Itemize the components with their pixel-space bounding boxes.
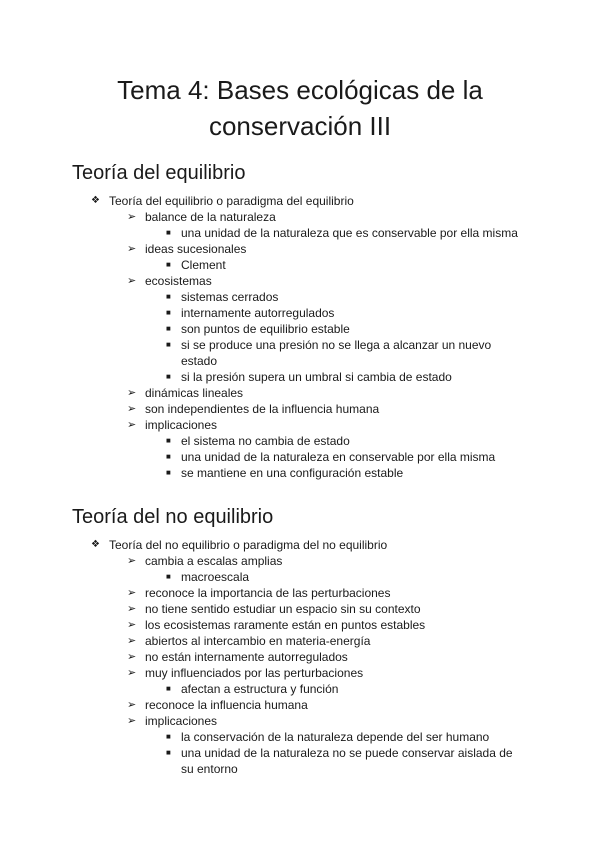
bullet-icon: ■ — [166, 372, 171, 381]
list-item-level-3 — [72, 729, 521, 745]
list-item-text: balance de la naturaleza — [145, 210, 276, 224]
list-item-text: cambia a escalas amplias — [145, 554, 283, 568]
list-item-text: los ecosistemas raramente están en puntos estables — [145, 618, 426, 632]
bullet-icon: ■ — [166, 684, 171, 693]
list-item-text: muy influenciados por las perturbaciones — [145, 666, 364, 680]
list-item-level-3 — [72, 225, 521, 241]
list-item-text: Teoría del equilibrio o paradigma del equilibrio — [109, 194, 354, 208]
bullet-icon: ■ — [166, 436, 171, 445]
bullet-icon: ■ — [166, 308, 171, 317]
list-item-level-2 — [72, 417, 572, 433]
list-item-text: afectan a estructura y función — [181, 682, 339, 696]
bullet-icon: ➢ — [127, 667, 137, 679]
bullet-icon: ■ — [166, 468, 171, 477]
document-title — [0, 72, 600, 144]
list-item-text: ecosistemas — [145, 274, 212, 288]
list-item-level-2 — [72, 665, 572, 681]
list-item-level-3 — [72, 745, 521, 777]
list-item-level-3 — [72, 337, 521, 369]
bullet-icon: ■ — [166, 324, 171, 333]
list-item-text: implicaciones — [145, 714, 218, 728]
list-item-level-2 — [72, 241, 572, 257]
bullet-icon: ■ — [166, 748, 171, 757]
list-item-level-2 — [72, 273, 572, 289]
list-item-level-3 — [72, 569, 521, 585]
list-item-text: si la presión supera un umbral si cambia de estado — [181, 370, 452, 384]
bullet-icon: ■ — [166, 572, 171, 581]
list-item-level-2 — [72, 585, 572, 601]
title-line-2: conservación III — [208, 111, 392, 141]
list-item-level-2 — [72, 697, 572, 713]
bullet-icon: ■ — [166, 292, 171, 301]
bullet-icon: ➢ — [127, 419, 137, 431]
list-item-level-3 — [72, 289, 521, 305]
list-item-level-3 — [72, 465, 521, 481]
list-item-text: son independientes de la influencia humana — [145, 402, 380, 416]
list-item-level-2 — [72, 401, 572, 417]
list-item-text: son puntos de equilibrio estable — [181, 322, 350, 336]
list-item-text: Clement — [181, 258, 226, 272]
section-non-equilibrium — [72, 504, 572, 777]
bullet-icon: ■ — [166, 228, 171, 237]
bullet-icon: ➢ — [127, 587, 137, 599]
list-item-level-2 — [72, 601, 572, 617]
list-item-text: internamente autorregulados — [181, 306, 335, 320]
bullet-list — [72, 193, 572, 481]
bullet-icon: ➢ — [127, 211, 137, 223]
list-item-level-1 — [72, 193, 572, 209]
bullet-icon: ➢ — [127, 387, 137, 399]
bullet-icon: ❖ — [91, 539, 100, 550]
list-item-level-2 — [72, 633, 572, 649]
list-item-text: ideas sucesionales — [145, 242, 247, 256]
bullet-icon: ➢ — [127, 651, 137, 663]
list-item-text: la conservación de la naturaleza depende del ser humano — [181, 730, 490, 744]
list-item-text: una unidad de la naturaleza en conservable por ella misma — [181, 450, 496, 464]
bullet-icon: ➢ — [127, 619, 137, 631]
list-item-text: una unidad de la naturaleza que es conservable por ella misma — [181, 226, 518, 240]
list-item-level-3 — [72, 321, 521, 337]
section-heading: Teoría del equilibrio — [72, 162, 246, 184]
list-item-level-2 — [72, 553, 572, 569]
list-item-text: implicaciones — [145, 418, 218, 432]
list-item-text: sistemas cerrados — [181, 290, 279, 304]
list-item-text: abiertos al intercambio en materia-energía — [145, 634, 371, 648]
bullet-icon: ■ — [166, 732, 171, 741]
title-line-1: Tema 4: Bases ecológicas de la — [117, 75, 483, 105]
bullet-icon: ➢ — [127, 275, 137, 287]
list-item-level-2 — [72, 209, 572, 225]
list-item-level-3 — [72, 369, 521, 385]
list-item-level-3 — [72, 433, 521, 449]
list-item-text: si se produce una presión no se llega a alcanzar un nuevo estado — [181, 338, 492, 368]
list-item-level-3 — [72, 305, 521, 321]
bullet-icon: ➢ — [127, 699, 137, 711]
list-item-level-3 — [72, 257, 521, 273]
section-equilibrium — [72, 160, 572, 481]
bullet-list — [72, 537, 572, 777]
list-item-text: no tiene sentido estudiar un espacio sin su contexto — [145, 602, 421, 616]
list-item-level-3 — [72, 681, 521, 697]
list-item-level-1 — [72, 537, 572, 553]
list-item-level-3 — [72, 449, 521, 465]
bullet-icon: ➢ — [127, 243, 137, 255]
list-item-level-2 — [72, 713, 572, 729]
list-item-text: no están internamente autorregulados — [145, 650, 348, 664]
list-item-text: una unidad de la naturaleza no se puede conservar aislada de su entorno — [181, 746, 513, 776]
bullet-icon: ➢ — [127, 403, 137, 415]
list-item-text: Teoría del no equilibrio o paradigma del no equilibrio — [109, 538, 388, 552]
list-item-text: el sistema no cambia de estado — [181, 434, 350, 448]
bullet-icon: ■ — [166, 260, 171, 269]
bullet-icon: ■ — [166, 452, 171, 461]
bullet-icon: ■ — [166, 340, 171, 349]
list-item-text: macroescala — [181, 570, 250, 584]
list-item-level-2 — [72, 617, 572, 633]
list-item-level-2 — [72, 649, 572, 665]
bullet-icon: ➢ — [127, 555, 137, 567]
bullet-icon: ➢ — [127, 635, 137, 647]
list-item-text: reconoce la importancia de las perturbaciones — [145, 586, 391, 600]
section-heading: Teoría del no equilibrio — [72, 506, 274, 528]
list-item-text: reconoce la influencia humana — [145, 698, 308, 712]
bullet-icon: ➢ — [127, 603, 137, 615]
list-item-level-2 — [72, 385, 572, 401]
bullet-icon: ➢ — [127, 715, 137, 727]
list-item-text: dinámicas lineales — [145, 386, 244, 400]
bullet-icon: ❖ — [91, 195, 100, 206]
list-item-text: se mantiene en una configuración estable — [181, 466, 404, 480]
